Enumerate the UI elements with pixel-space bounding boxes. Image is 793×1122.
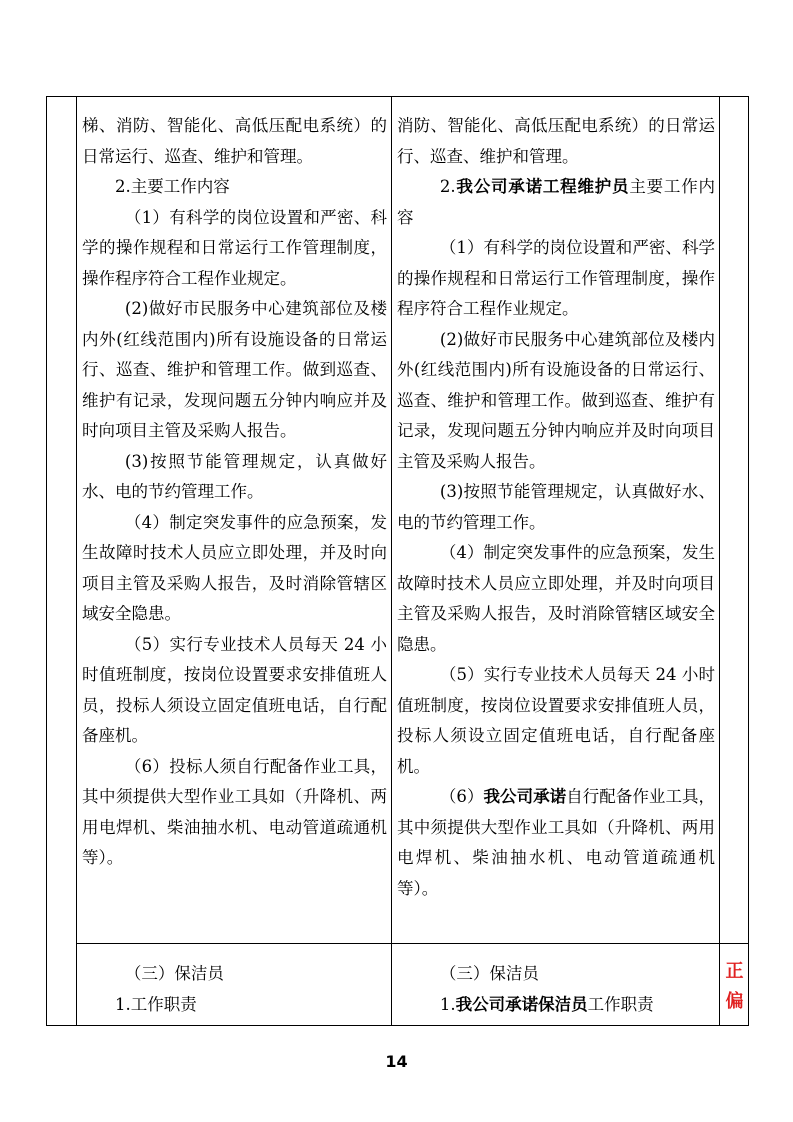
right-cleaner-duties: 1.我公司承诺保洁员工作职责 [439, 994, 654, 1014]
right-section-cleaner: （三）保洁员 [439, 964, 539, 983]
right-item-2: (2)做好市民服务中心建筑部位及楼内外(红线范围内)所有设施设备的日常运行、巡查、维护和管理工作。做到巡查、维护有记录，发现问题五分钟内响应并及时向项目主管及采购人报告。 [397, 329, 715, 471]
page-number: 14 [385, 1052, 408, 1071]
right-item-1: （1）有科学的岗位设置和严密、科学的操作规程和日常运行工作管理制度，操作程序符合工程作业规定。 [397, 238, 715, 318]
left-item-3: (3)按照节能管理规定，认真做好水、电的节约管理工作。 [82, 451, 387, 501]
column-divider-1 [76, 97, 77, 1025]
deviation-mark [719, 957, 750, 1017]
left-section-cleaner: （三）保洁员 [124, 964, 224, 983]
commitment-bold-text: 我公司承诺保洁员 [455, 994, 588, 1014]
right-item-3: (3)按照节能管理规定，认真做好水、电的节约管理工作。 [397, 482, 715, 532]
left-item-1: （1）有科学的岗位设置和严密、科学的操作规程和日常运行工作管理制度，操作程序符合工程作业规定。 [82, 207, 387, 288]
commitment-bold-text: 我公司承诺工程维护员 [455, 177, 630, 196]
left-item-6: （6）投标人须自行配备作业工具，其中须提供大型作业工具如（升降机、两用电焊机、柴油抽水机、电动管道疏通机等）。 [82, 756, 387, 867]
column-divider-3 [719, 97, 720, 1025]
right-paragraph-1: 消防、智能化、高低压配电系统）的日常运行、巡查、维护和管理。 [397, 116, 715, 166]
tender-requirement-cell [82, 111, 387, 874]
deviation-line-2: 偏 [725, 991, 744, 1012]
right-item-4: （4）制定突发事件的应急预案，发生故障时技术人员应立即处理，并及时向项目主管及采购人报告，及时消除管辖区域安全隐患。 [397, 543, 715, 654]
column-divider-2 [391, 97, 392, 1025]
row-divider [76, 943, 748, 944]
comparison-table [46, 96, 749, 1026]
right-item-6: （6）我公司承诺自行配备作业工具，其中须提供大型作业工具如（升降机、两用电焊机、柴油抽水机、电动管道疏通机等）。 [397, 787, 716, 898]
left-item-2: (2)做好市民服务中心建筑部位及楼内外(红线范围内)所有设施设备的日常运行、巡查、维护和管理工作。做到巡查、维护有记录，发现问题五分钟内响应并及时向项目主管及采购人报告。 [82, 299, 387, 440]
left-heading-main-work: 2.主要工作内容 [115, 177, 230, 196]
left-item-5: （5）实行专业技术人员每天 24 小时值班制度，按岗位设置要求安排值班人员，投标人须设立固定值班电话，自行配备座机。 [82, 634, 387, 745]
commitment-bold-text: 我公司承诺 [483, 787, 567, 806]
response-cell [397, 111, 715, 904]
left-cleaner-duties: 1.工作职责 [115, 994, 197, 1014]
deviation-line-1: 正 [725, 961, 744, 982]
left-cleaner-cell [82, 959, 387, 1020]
left-paragraph-1: 梯、消防、智能化、高低压配电系统）的日常运行、巡查、维护和管理。 [82, 116, 387, 166]
right-heading-main-work: 2.我公司承诺工程维护员主要工作内容 [397, 177, 716, 227]
right-cleaner-cell [397, 959, 715, 1020]
right-item-5: （5）实行专业技术人员每天 24 小时值班制度，按岗位设置要求安排值班人员，投标人须设立固定值班电话，自行配备座机。 [397, 665, 715, 776]
left-item-4: （4）制定突发事件的应急预案，发生故障时技术人员应立即处理，并及时向项目主管及采购人报告，及时消除管辖区域安全隐患。 [82, 512, 387, 623]
